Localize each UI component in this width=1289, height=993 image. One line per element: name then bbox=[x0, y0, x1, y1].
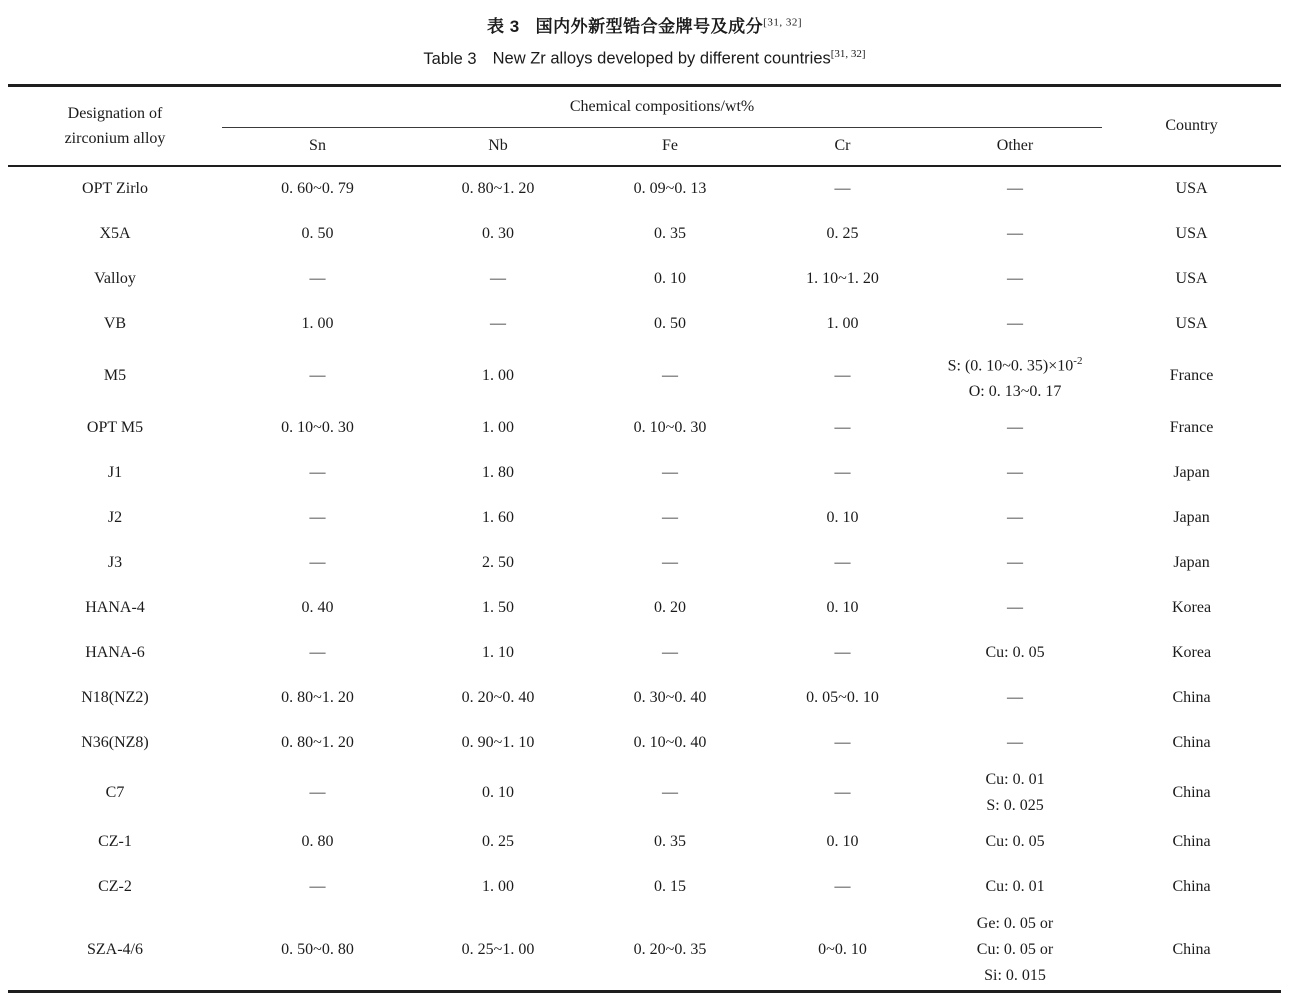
cell-other bbox=[928, 541, 1102, 586]
cell-country: USA bbox=[1175, 270, 1208, 287]
cell-fe: 0. 30~0. 40 bbox=[633, 689, 707, 707]
cell-cr: — bbox=[834, 644, 851, 662]
cell-country: France bbox=[1169, 367, 1214, 385]
cell-other bbox=[928, 820, 1102, 865]
col-header-designation bbox=[8, 85, 222, 166]
table-row bbox=[8, 676, 1281, 721]
cell-sn: 0. 80 bbox=[301, 833, 334, 851]
cell-other bbox=[928, 910, 1102, 992]
cell-designation: CZ-1 bbox=[98, 833, 132, 851]
cell-other bbox=[928, 347, 1102, 406]
col-header-other: Other bbox=[996, 137, 1034, 154]
table-row bbox=[8, 451, 1281, 496]
cell-fe: 0. 10 bbox=[654, 270, 686, 287]
cell-sn: 0. 80~1. 20 bbox=[281, 689, 354, 707]
cell-fe: — bbox=[662, 367, 678, 385]
table-title-en bbox=[8, 48, 1281, 69]
cell-designation: J2 bbox=[107, 509, 123, 527]
cell-country: China bbox=[1172, 833, 1211, 851]
cell-country: Japan bbox=[1173, 554, 1210, 572]
cell-other-line: — bbox=[1007, 180, 1024, 197]
cell-other-line: — bbox=[1007, 464, 1024, 482]
cell-fe: 0. 35 bbox=[654, 833, 686, 851]
cell-country: USA bbox=[1175, 225, 1208, 242]
col-header-fe: Fe bbox=[662, 137, 678, 154]
cell-nb: 1. 80 bbox=[482, 464, 514, 482]
col-header-cr: Cr bbox=[834, 137, 851, 154]
cell-cr: — bbox=[834, 464, 851, 482]
cell-designation: VB bbox=[103, 315, 127, 332]
cell-nb: — bbox=[490, 315, 506, 332]
table-title-zh bbox=[8, 12, 1281, 37]
cell-nb: 1. 00 bbox=[482, 878, 514, 896]
cell-nb: 0. 10 bbox=[482, 783, 514, 801]
cell-cr: 0~0. 10 bbox=[818, 940, 867, 958]
col-header-designation-line1: Designation of bbox=[67, 104, 163, 122]
cell-other-line: O: 0. 13~0. 17 bbox=[968, 382, 1062, 400]
cell-designation: N36(NZ8) bbox=[81, 734, 149, 752]
table-title-zh-text: 国内外新型锆合金牌号及成分 bbox=[535, 17, 764, 36]
cell-other-line: Si: 0. 015 bbox=[984, 966, 1046, 984]
table-row bbox=[8, 541, 1281, 586]
cell-fe: 0. 20 bbox=[654, 599, 686, 617]
cell-other-line: Cu: 0. 05 or bbox=[976, 940, 1054, 958]
col-header-chemical-compositions: Chemical compositions/wt% bbox=[222, 85, 1102, 127]
table-row bbox=[8, 820, 1281, 865]
table-title-zh-citation: [31, 32] bbox=[763, 16, 802, 29]
cell-fe: 0. 20~0. 35 bbox=[633, 940, 707, 958]
cell-sn: 0. 60~0. 79 bbox=[281, 180, 354, 197]
cell-other-line: S: (0. 10~0. $35)\times 10^{-2}$ bbox=[947, 354, 1083, 374]
table-title-en-text: New Zr alloys developed by different countries bbox=[492, 49, 831, 68]
table-row bbox=[8, 257, 1281, 302]
cell-other-line: — bbox=[1007, 419, 1024, 437]
cell-nb: 1. 00 bbox=[482, 367, 514, 385]
cell-country: France bbox=[1169, 419, 1214, 437]
cell-country: China bbox=[1172, 940, 1211, 958]
cell-cr: — bbox=[834, 783, 851, 801]
table-title-zh-label: 表 3 bbox=[486, 17, 520, 36]
col-header-country: Country bbox=[1165, 116, 1218, 134]
table-row bbox=[8, 406, 1281, 451]
cell-other bbox=[928, 302, 1102, 347]
cell-cr: — bbox=[834, 734, 851, 752]
cell-country: China bbox=[1172, 783, 1211, 801]
table-row bbox=[8, 586, 1281, 631]
cell-nb: — bbox=[490, 270, 506, 287]
cell-country: USA bbox=[1175, 180, 1208, 197]
table-row bbox=[8, 631, 1281, 676]
cell-nb: 0. 20~0. 40 bbox=[461, 689, 535, 707]
cell-sn: — bbox=[309, 270, 326, 287]
cell-cr: 0. 10 bbox=[826, 599, 859, 617]
cell-other-line: Cu: 0. 05 bbox=[985, 644, 1045, 662]
cell-other bbox=[928, 865, 1102, 910]
cell-other bbox=[928, 631, 1102, 676]
cell-other-line: Cu: 0. 01 bbox=[985, 878, 1045, 896]
cell-country: China bbox=[1172, 878, 1211, 896]
cell-other-line: Ge: 0. 05 or bbox=[976, 914, 1054, 932]
cell-other-line: — bbox=[1007, 599, 1024, 617]
cell-sn: — bbox=[309, 464, 326, 482]
col-header-nb: Nb bbox=[488, 137, 508, 154]
cell-cr: — bbox=[834, 878, 851, 896]
cell-sn: — bbox=[309, 367, 326, 385]
cell-other bbox=[928, 406, 1102, 451]
cell-designation: J3 bbox=[107, 554, 123, 572]
cell-other bbox=[928, 496, 1102, 541]
cell-fe: 0. 35 bbox=[654, 225, 686, 242]
cell-country: Japan bbox=[1173, 509, 1210, 527]
cell-other bbox=[928, 676, 1102, 721]
cell-sn: — bbox=[309, 554, 326, 572]
table-header bbox=[8, 85, 1281, 166]
cell-other-line: — bbox=[1007, 225, 1024, 242]
cell-nb: 1. 00 bbox=[482, 419, 514, 437]
cell-fe: — bbox=[662, 554, 678, 572]
cell-cr: — bbox=[834, 180, 851, 197]
cell-sn: 0. 80~1. 20 bbox=[281, 734, 354, 752]
cell-designation: C7 bbox=[105, 783, 125, 801]
cell-sn: — bbox=[309, 878, 326, 896]
cell-nb: 0. 80~1. 20 bbox=[461, 180, 535, 197]
table-row bbox=[8, 496, 1281, 541]
cell-cr: — bbox=[834, 554, 851, 572]
cell-other-line: — bbox=[1007, 734, 1024, 752]
cell-nb: 0. 30 bbox=[482, 225, 514, 242]
cell-other-line: — bbox=[1007, 270, 1024, 287]
cell-country: Korea bbox=[1172, 599, 1212, 617]
cell-fe: 0. 10~0. 40 bbox=[633, 734, 707, 752]
cell-cr: 0. 10 bbox=[826, 833, 859, 851]
cell-designation: OPT M5 bbox=[86, 419, 144, 437]
table-body bbox=[8, 166, 1281, 992]
cell-cr: — bbox=[834, 367, 851, 385]
table-row bbox=[8, 865, 1281, 910]
cell-designation: OPT Zirlo bbox=[82, 180, 148, 197]
table-row bbox=[8, 721, 1281, 766]
cell-country: China bbox=[1172, 689, 1211, 707]
cell-cr: — bbox=[834, 419, 851, 437]
cell-cr: 0. 10 bbox=[826, 509, 859, 527]
cell-designation: Valloy bbox=[94, 270, 136, 287]
cell-designation: M5 bbox=[103, 367, 127, 385]
cell-country: Japan bbox=[1173, 464, 1210, 482]
cell-sn: 1. 00 bbox=[301, 315, 334, 332]
header-row-top bbox=[8, 85, 1281, 127]
table-row bbox=[8, 347, 1281, 406]
cell-country: China bbox=[1172, 734, 1211, 752]
cell-other bbox=[928, 451, 1102, 496]
cell-other-line: Cu: 0. 05 bbox=[985, 833, 1045, 851]
table-title-en-citation: [31, 32] bbox=[830, 48, 866, 60]
cell-designation: X5A bbox=[99, 225, 131, 242]
cell-designation: SZA-4/6 bbox=[87, 940, 143, 958]
col-header-sn: Sn bbox=[309, 137, 326, 154]
cell-other bbox=[928, 766, 1102, 820]
col-header-designation-line2: zirconium alloy bbox=[64, 129, 166, 147]
cell-fe: — bbox=[662, 509, 678, 527]
cell-nb: 1. 60 bbox=[482, 509, 514, 527]
cell-fe: 0. 50 bbox=[654, 315, 686, 332]
table-row bbox=[8, 766, 1281, 820]
zr-alloy-composition-table bbox=[8, 84, 1281, 993]
cell-other-line: — bbox=[1007, 689, 1024, 707]
cell-cr: 1. 00 bbox=[826, 315, 859, 332]
cell-fe: 0. 09~0. 13 bbox=[633, 180, 707, 197]
cell-sn: — bbox=[309, 509, 326, 527]
cell-other-line: — bbox=[1007, 554, 1024, 572]
cell-designation: HANA-6 bbox=[85, 644, 145, 662]
cell-designation: CZ-2 bbox=[98, 878, 132, 896]
table-row bbox=[8, 212, 1281, 257]
table-row bbox=[8, 302, 1281, 347]
cell-nb: 0. 90~1. 10 bbox=[461, 734, 535, 752]
cell-sn: — bbox=[309, 783, 326, 801]
table-title-en-label: Table 3 bbox=[423, 49, 477, 68]
cell-cr: 0. 05~0. 10 bbox=[806, 689, 879, 707]
cell-other bbox=[928, 166, 1102, 212]
table-row bbox=[8, 166, 1281, 212]
cell-nb: 2. 50 bbox=[482, 554, 514, 572]
cell-fe: 0. 15 bbox=[654, 878, 686, 896]
cell-nb: 0. 25~1. 00 bbox=[461, 940, 535, 958]
cell-sn: 0. 50~0. 80 bbox=[281, 940, 354, 958]
cell-designation: N18(NZ2) bbox=[81, 689, 149, 707]
cell-designation: J1 bbox=[107, 464, 123, 482]
cell-fe: — bbox=[662, 783, 678, 801]
cell-sn: 0. 10~0. 30 bbox=[281, 419, 354, 437]
cell-country: Korea bbox=[1172, 644, 1212, 662]
cell-other bbox=[928, 212, 1102, 257]
cell-other bbox=[928, 721, 1102, 766]
cell-fe: — bbox=[662, 464, 678, 482]
cell-country: USA bbox=[1175, 315, 1208, 332]
cell-sn: 0. 50 bbox=[301, 225, 334, 242]
cell-other-line: — bbox=[1007, 315, 1024, 332]
cell-nb: 1. 50 bbox=[482, 599, 514, 617]
cell-other bbox=[928, 257, 1102, 302]
cell-sn: 0. 40 bbox=[301, 599, 334, 617]
table-row bbox=[8, 910, 1281, 992]
cell-fe: 0. 10~0. 30 bbox=[633, 419, 707, 437]
cell-designation: HANA-4 bbox=[85, 599, 145, 617]
cell-nb: 0. 25 bbox=[482, 833, 514, 851]
cell-other-line: S: 0. 025 bbox=[986, 796, 1044, 814]
cell-nb: 1. 10 bbox=[482, 644, 514, 662]
cell-other bbox=[928, 586, 1102, 631]
cell-other-line: Cu: 0. 01 bbox=[985, 770, 1045, 788]
cell-cr: 1. 10~1. 20 bbox=[806, 270, 879, 287]
cell-cr: 0. 25 bbox=[826, 225, 859, 242]
cell-sn: — bbox=[309, 644, 326, 662]
cell-fe: — bbox=[662, 644, 678, 662]
cell-other-line: — bbox=[1007, 509, 1024, 527]
